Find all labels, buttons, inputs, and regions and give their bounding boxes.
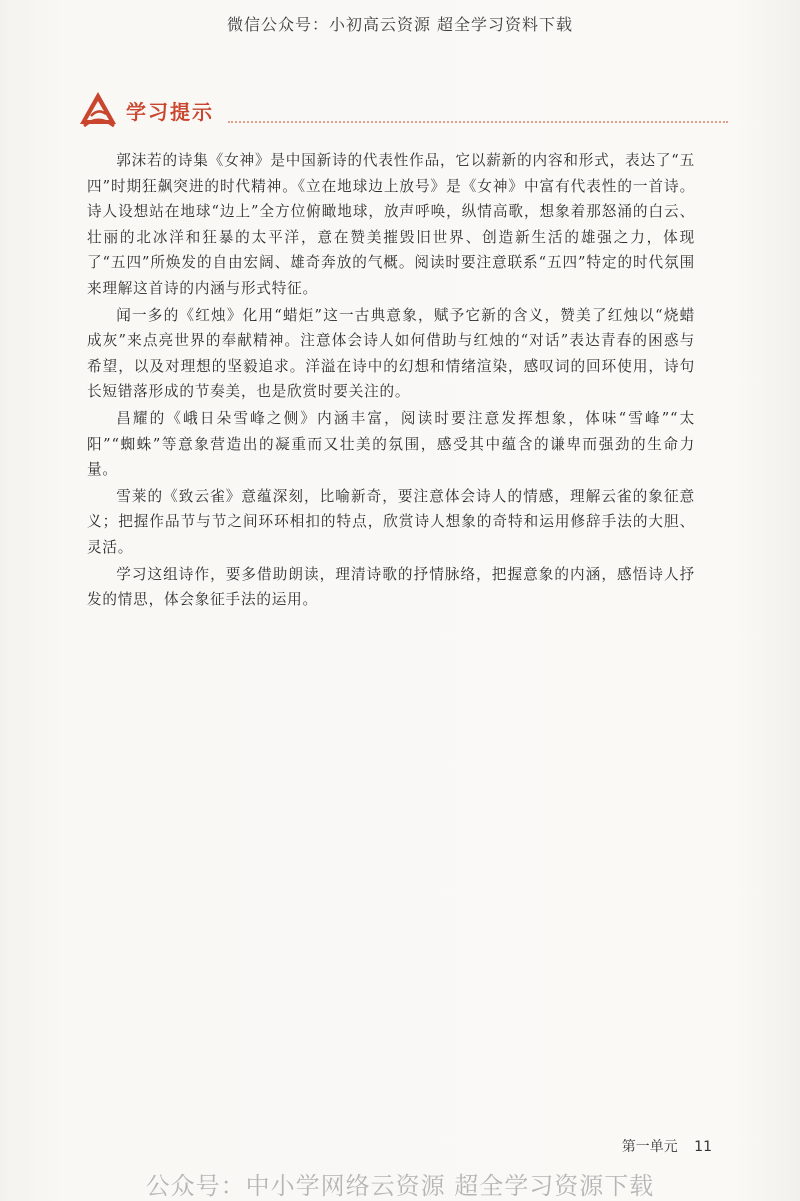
- bottom-watermark: 公众号：中小学网络云资源 超全学习资源下载: [145, 1172, 655, 1200]
- paragraph-wen-yiduo: 闻一多的《红烛》化用“蜡炬”这一古典意象，赋予它新的含义，赞美了红烛以“烧蜡成灰”来点亮世界的奉献精神。注意体会诗人如何借助与红烛的“对话”表达青春的困惑与希望，以及对理想的坚毅追求。洋溢在诗中的幻想和情绪渲染，感叹词的回环使用，诗句长短错落形成的节奏美，也是欣赏时要关注的。: [87, 306, 695, 401]
- paragraph-summary: 学习这组诗作，要多借助朗读，理清诗歌的抒情脉络，把握意象的内涵，感悟诗人抒发的情思，体会象征手法的运用。: [87, 565, 695, 609]
- section-header: [78, 88, 728, 132]
- paragraph-chang-yao: 昌耀的《峨日朵雪峰之侧》内涵丰富，阅读时要注意发挥想象，体味“雪峰”“太阳”“蜘蛛”等意象营造出的凝重而又壮美的氛围，感受其中蕴含的谦卑而强劲的生命力量。: [87, 409, 695, 479]
- unit-label: 第一单元: [621, 1139, 678, 1155]
- page-footer: [622, 1136, 712, 1156]
- page-number: 11: [694, 1139, 712, 1155]
- section-emblem-icon: [78, 90, 118, 128]
- top-watermark: 微信公众号：小初高云资源 超全学习资料下载: [226, 15, 574, 34]
- section-title: 学习提示: [126, 100, 214, 124]
- dotted-divider: [228, 121, 728, 123]
- paragraph-shelley: 雪莱的《致云雀》意蕴深刻，比喻新奇，要注意体会诗人的情感，理解云雀的象征意义；把握作品节与节之间环环相扣的特点，欣赏诗人想象的奇特和运用修辞手法的大胆、灵活。: [87, 487, 695, 556]
- study-tips-body: [87, 148, 695, 614]
- paragraph-guo-moruo: 郭沫若的诗集《女神》是中国新诗的代表性作品，它以薪新的内容和形式，表达了“五四”时期狂飙突进的时代精神。《立在地球边上放号》是《女神》中富有代表性的一首诗。诗人设想站在地球“边上”全方位俯瞰地球，放声呼唤，纵情高歌，想象着那怒涌的白云、壮丽的北冰洋和狂暴的太平洋，意在赞美摧毁旧世界、创造新生活的雄强之力，体现了“五四”所焕发的自由宏阔、雄奇奔放的气概。阅读时要注意联系“五四”特定的时代氛围来理解这首诗的内涵与形式特征。: [87, 152, 695, 297]
